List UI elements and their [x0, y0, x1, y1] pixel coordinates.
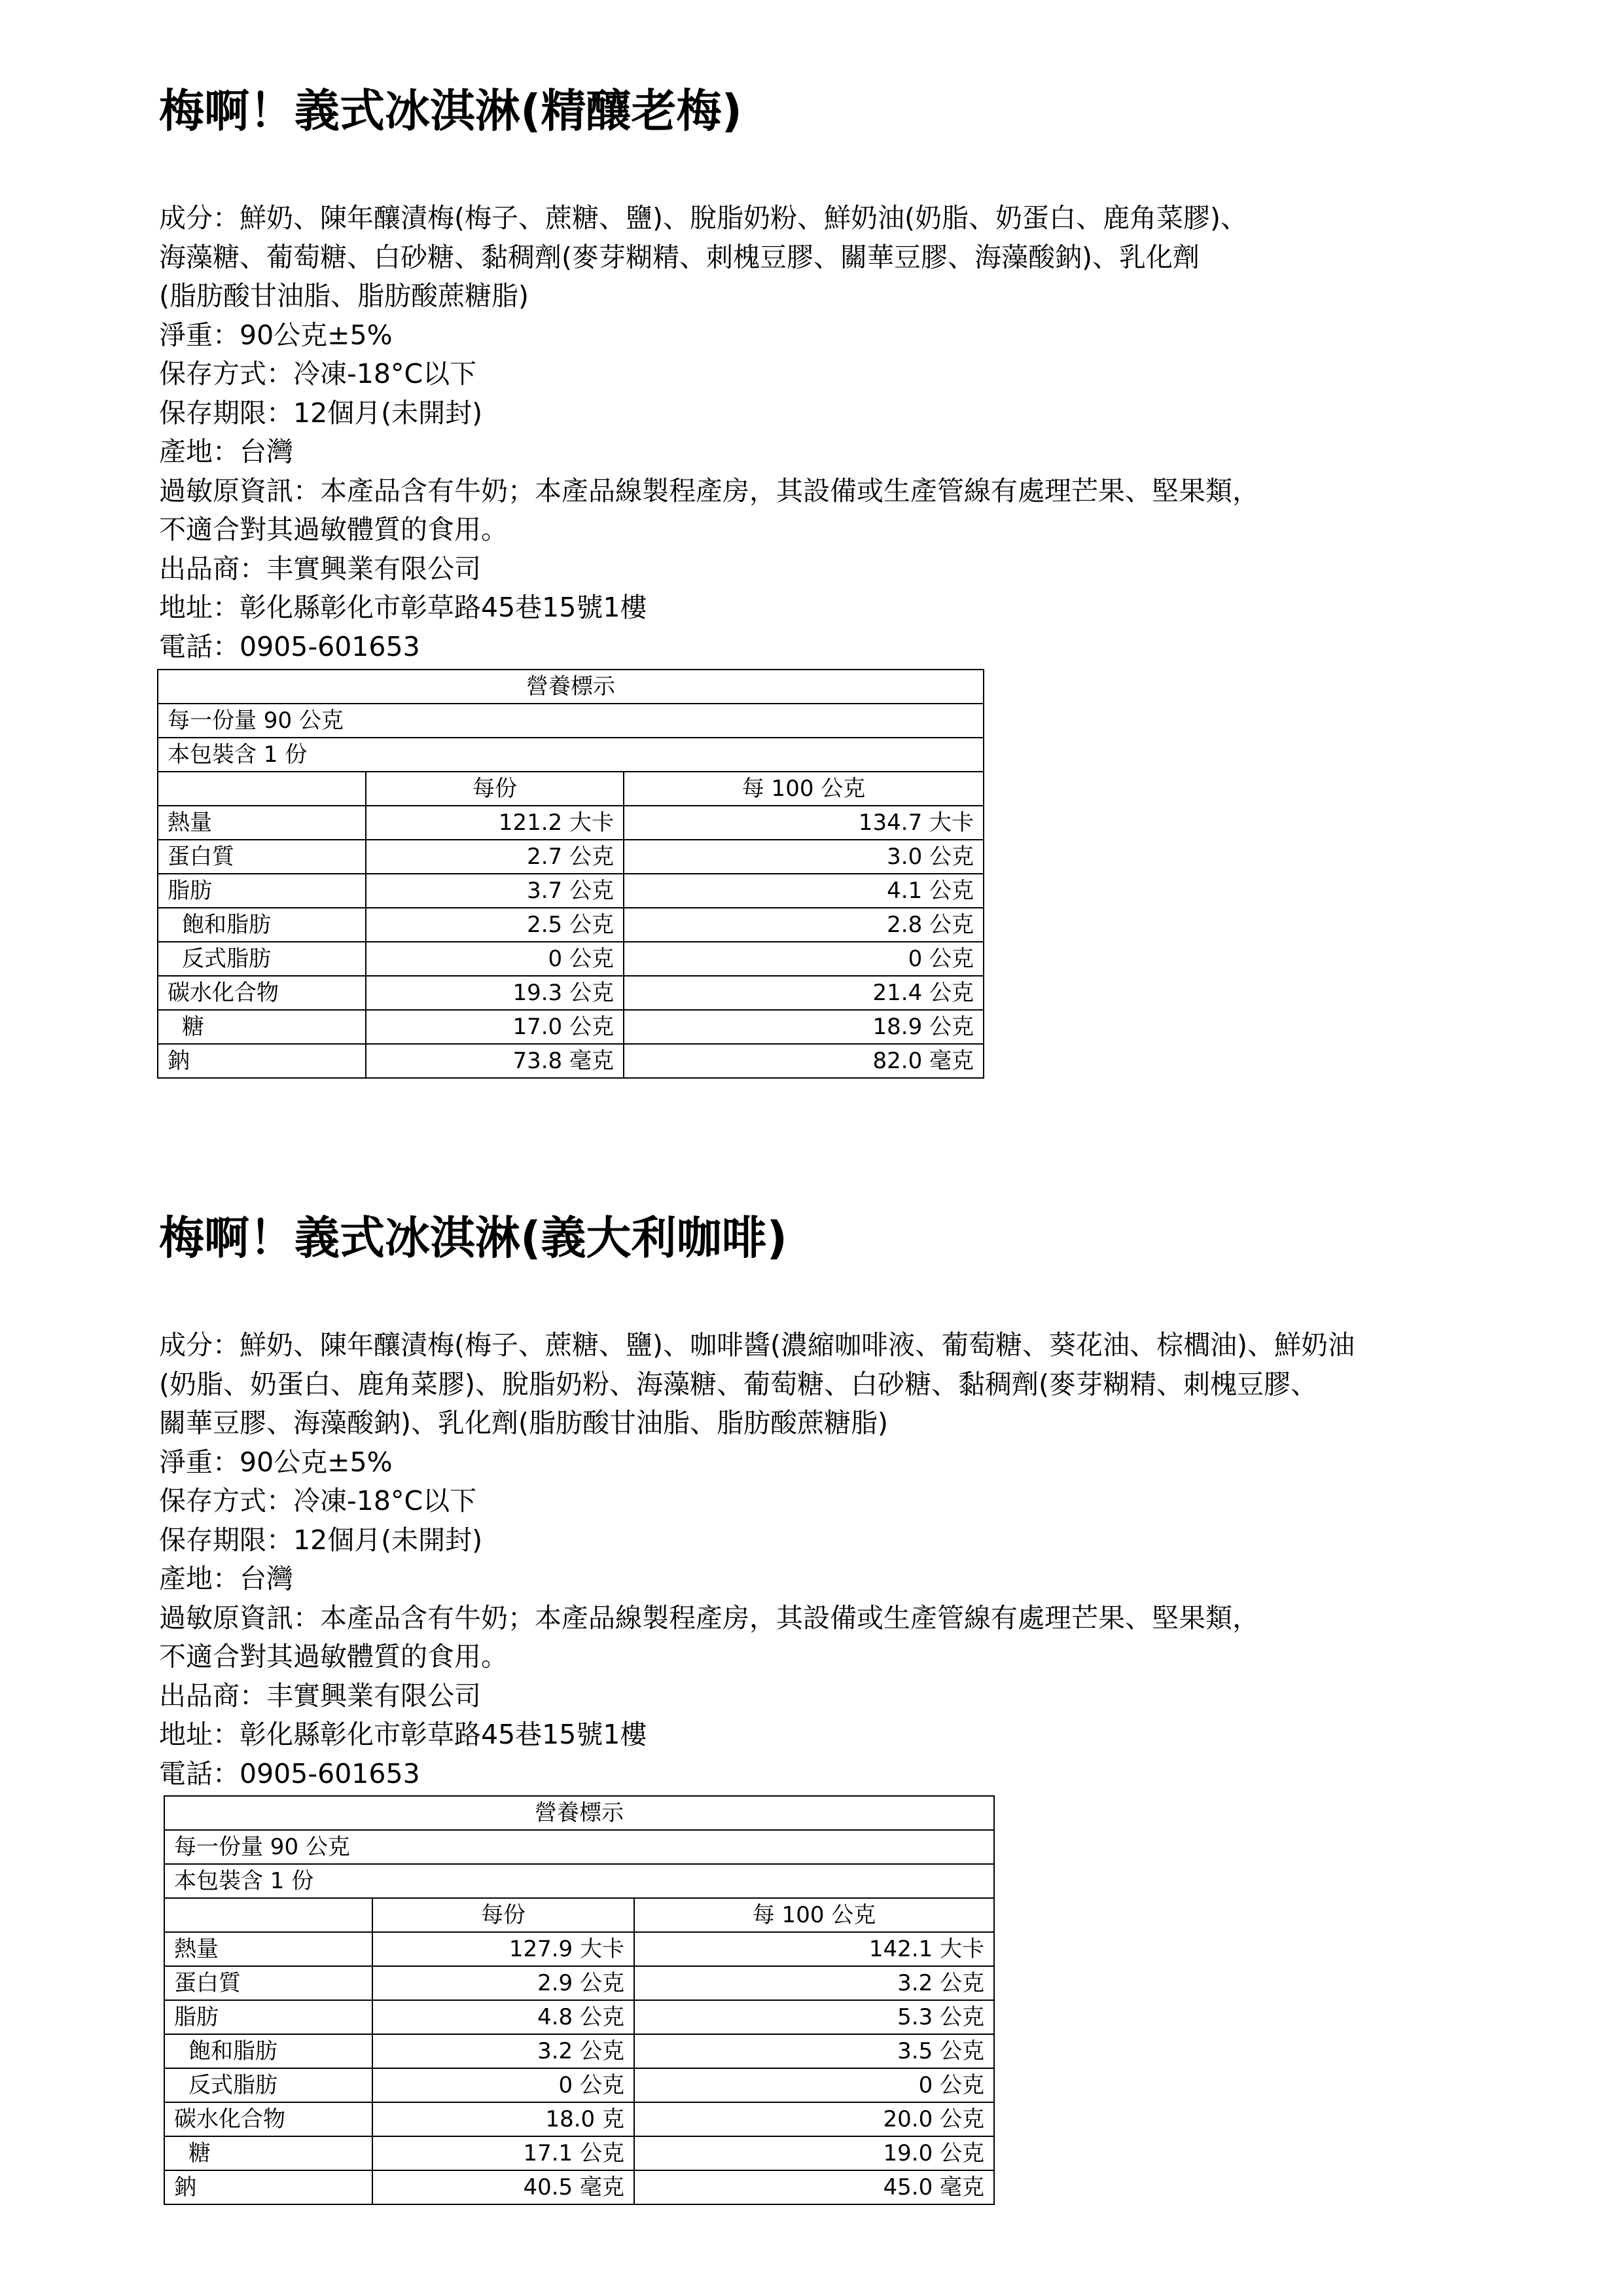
- phone: 電話：0905-601653: [159, 1757, 420, 1789]
- table-header-row: [164, 1898, 994, 1932]
- table-row: [164, 2000, 994, 2034]
- per-100g-value: 19.0 公克: [634, 2136, 994, 2170]
- nutrient-name: 反式脂肪: [158, 942, 366, 976]
- table-row: [158, 1010, 984, 1044]
- per-serving-value: 127.9 大卡: [372, 1932, 634, 1966]
- per-100g-value: 20.0 公克: [634, 2102, 994, 2136]
- per-100g-value: 3.2 公克: [634, 1966, 994, 2000]
- serving-size: 每一份量 90 公克: [158, 704, 984, 738]
- per-100g-value: 2.8 公克: [624, 908, 984, 942]
- allergen-info: 過敏原資訊：本產品含有牛奶；本產品線製程產房，其設備或生產管線有處理芒果、堅果類，: [159, 1602, 1259, 1634]
- address: 地址：彰化縣彰化市彰草路45巷15號1樓: [159, 592, 647, 623]
- ingredients-line: 關華豆膠、海藻酸鈉)、乳化劑(脂肪酸甘油脂、脂肪酸蔗糖脂): [159, 1407, 888, 1439]
- per-serving-value: 121.2 大卡: [366, 806, 624, 840]
- ingredients-line: (奶脂、奶蛋白、鹿角菜膠)、脫脂奶粉、海藻糖、葡萄糖、白砂糖、黏稠劑(麥芽糊精、刺槐豆膠、: [159, 1368, 1317, 1400]
- product-section-2: [159, 1206, 1468, 1793]
- table-row: [164, 2102, 994, 2136]
- per-serving-value: 40.5 毫克: [372, 2170, 634, 2204]
- nutrient-name: 脂肪: [158, 874, 366, 908]
- net-weight: 淨重：90公克±5%: [159, 319, 393, 351]
- nutrition-table: [157, 669, 984, 1079]
- nutrient-name: 碳水化合物: [158, 976, 366, 1010]
- table-row: [158, 942, 984, 976]
- table-header-row: [158, 772, 984, 806]
- manufacturer: 出品商：丰實興業有限公司: [159, 552, 481, 584]
- table-row: [158, 874, 984, 908]
- nutrient-name: 脂肪: [164, 2000, 372, 2034]
- phone: 電話：0905-601653: [159, 630, 420, 662]
- origin: 產地：台灣: [159, 436, 293, 467]
- nutrition-table: [164, 1795, 995, 2205]
- per-100g-value: 142.1 大卡: [634, 1932, 994, 1966]
- storage-method: 保存方式：冷凍-18°C以下: [159, 358, 477, 389]
- nutrient-name: 鈉: [164, 2170, 372, 2204]
- nutrient-name: 糖: [158, 1010, 366, 1044]
- nutrient-name: 蛋白質: [158, 840, 366, 874]
- nutrient-name: 熱量: [164, 1932, 372, 1966]
- nutrient-name: 反式脂肪: [164, 2068, 372, 2102]
- per-serving-value: 18.0 克: [372, 2102, 634, 2136]
- manufacturer: 出品商：丰實興業有限公司: [159, 1679, 481, 1712]
- per-serving-value: 4.8 公克: [372, 2000, 634, 2034]
- table-row: [158, 1044, 984, 1078]
- per-100g-value: 134.7 大卡: [624, 806, 984, 840]
- table-row: [164, 1966, 994, 2000]
- nutrient-name: 鈉: [158, 1044, 366, 1078]
- table-row: [158, 908, 984, 942]
- per-serving-value: 17.0 公克: [366, 1010, 624, 1044]
- product-title: 梅啊！義式冰淇淋(義大利咖啡): [159, 1212, 788, 1265]
- per-100g-value: 82.0 毫克: [624, 1044, 984, 1078]
- product-section-1: [159, 79, 1468, 666]
- servings-per-pack: 本包裝含 1 份: [158, 738, 984, 772]
- serving-size: 每一份量 90 公克: [164, 1830, 994, 1864]
- allergen-info: 不適合對其過敏體質的食用。: [159, 1641, 508, 1672]
- per-serving-value: 2.9 公克: [372, 1966, 634, 2000]
- nutrient-name: 碳水化合物: [164, 2102, 372, 2136]
- nutrient-name: 飽和脂肪: [164, 2034, 372, 2068]
- per-serving-value: 73.8 毫克: [366, 1044, 624, 1078]
- per-serving-value: 3.7 公克: [366, 874, 624, 908]
- per-serving-value: 2.7 公克: [366, 840, 624, 874]
- per-serving-value: 2.5 公克: [366, 908, 624, 942]
- per-serving-value: 3.2 公克: [372, 2034, 634, 2068]
- per-100g-value: 3.5 公克: [634, 2034, 994, 2068]
- ingredients-line: 海藻糖、葡萄糖、白砂糖、黏稠劑(麥芽糊精、刺槐豆膠、關華豆膠、海藻酸鈉)、乳化劑: [159, 241, 1200, 273]
- per-serving-value: 0 公克: [366, 942, 624, 976]
- allergen-info: 不適合對其過敏體質的食用。: [159, 514, 508, 545]
- col-per-serving: 每份: [372, 1898, 634, 1932]
- table-row: [158, 976, 984, 1010]
- per-serving-value: 0 公克: [372, 2068, 634, 2102]
- col-per-serving: 每份: [366, 772, 624, 806]
- nutrient-name: 飽和脂肪: [158, 908, 366, 942]
- allergen-info: 過敏原資訊：本產品含有牛奶；本產品線製程產房，其設備或生產管線有處理芒果、堅果類，: [159, 475, 1259, 507]
- per-100g-value: 45.0 毫克: [634, 2170, 994, 2204]
- table-row: [158, 840, 984, 874]
- storage-method: 保存方式：冷凍-18°C以下: [159, 1485, 477, 1516]
- col-per-100g: 每 100 公克: [634, 1898, 994, 1932]
- per-100g-value: 18.9 公克: [624, 1010, 984, 1044]
- shelf-life: 保存期限：12個月(未開封): [159, 1524, 483, 1556]
- per-100g-value: 0 公克: [634, 2068, 994, 2102]
- table-row: [164, 2034, 994, 2068]
- product-info: [159, 1326, 1468, 1793]
- col-per-100g: 每 100 公克: [624, 772, 984, 806]
- table-row: [158, 806, 984, 840]
- table-row: [164, 1932, 994, 1966]
- per-serving-value: 17.1 公克: [372, 2136, 634, 2170]
- net-weight: 淨重：90公克±5%: [159, 1446, 393, 1478]
- per-100g-value: 21.4 公克: [624, 976, 984, 1010]
- servings-per-pack: 本包裝含 1 份: [164, 1864, 994, 1898]
- per-100g-value: 5.3 公克: [634, 2000, 994, 2034]
- table-row: [164, 2068, 994, 2102]
- table-row: [164, 2170, 994, 2204]
- ingredients-line: (脂肪酸甘油脂、脂肪酸蔗糖脂): [159, 280, 529, 312]
- table-row: [164, 2136, 994, 2170]
- nutrition-heading: 營養標示: [158, 670, 984, 704]
- nutrient-name: 糖: [164, 2136, 372, 2170]
- shelf-life: 保存期限：12個月(未開封): [159, 397, 483, 429]
- product-info: [159, 199, 1468, 666]
- per-serving-value: 19.3 公克: [366, 976, 624, 1010]
- ingredients-line: 成分：鮮奶、陳年釀漬梅(梅子、蔗糖、鹽)、咖啡醬(濃縮咖啡液、葡萄糖、葵花油、棕櫚油)、鮮奶油: [159, 1329, 1355, 1361]
- product-title: 梅啊！義式冰淇淋(精釀老梅): [159, 85, 743, 137]
- per-100g-value: 4.1 公克: [624, 874, 984, 908]
- nutrient-name: 蛋白質: [164, 1966, 372, 2000]
- origin: 產地：台灣: [159, 1563, 293, 1594]
- per-100g-value: 0 公克: [624, 942, 984, 976]
- nutrient-name: 熱量: [158, 806, 366, 840]
- nutrition-heading: 營養標示: [164, 1796, 994, 1830]
- address: 地址：彰化縣彰化市彰草路45巷15號1樓: [159, 1719, 647, 1750]
- per-100g-value: 3.0 公克: [624, 840, 984, 874]
- ingredients-line: 成分：鮮奶、陳年釀漬梅(梅子、蔗糖、鹽)、脫脂奶粉、鮮奶油(奶脂、奶蛋白、鹿角菜膠)、: [159, 202, 1247, 234]
